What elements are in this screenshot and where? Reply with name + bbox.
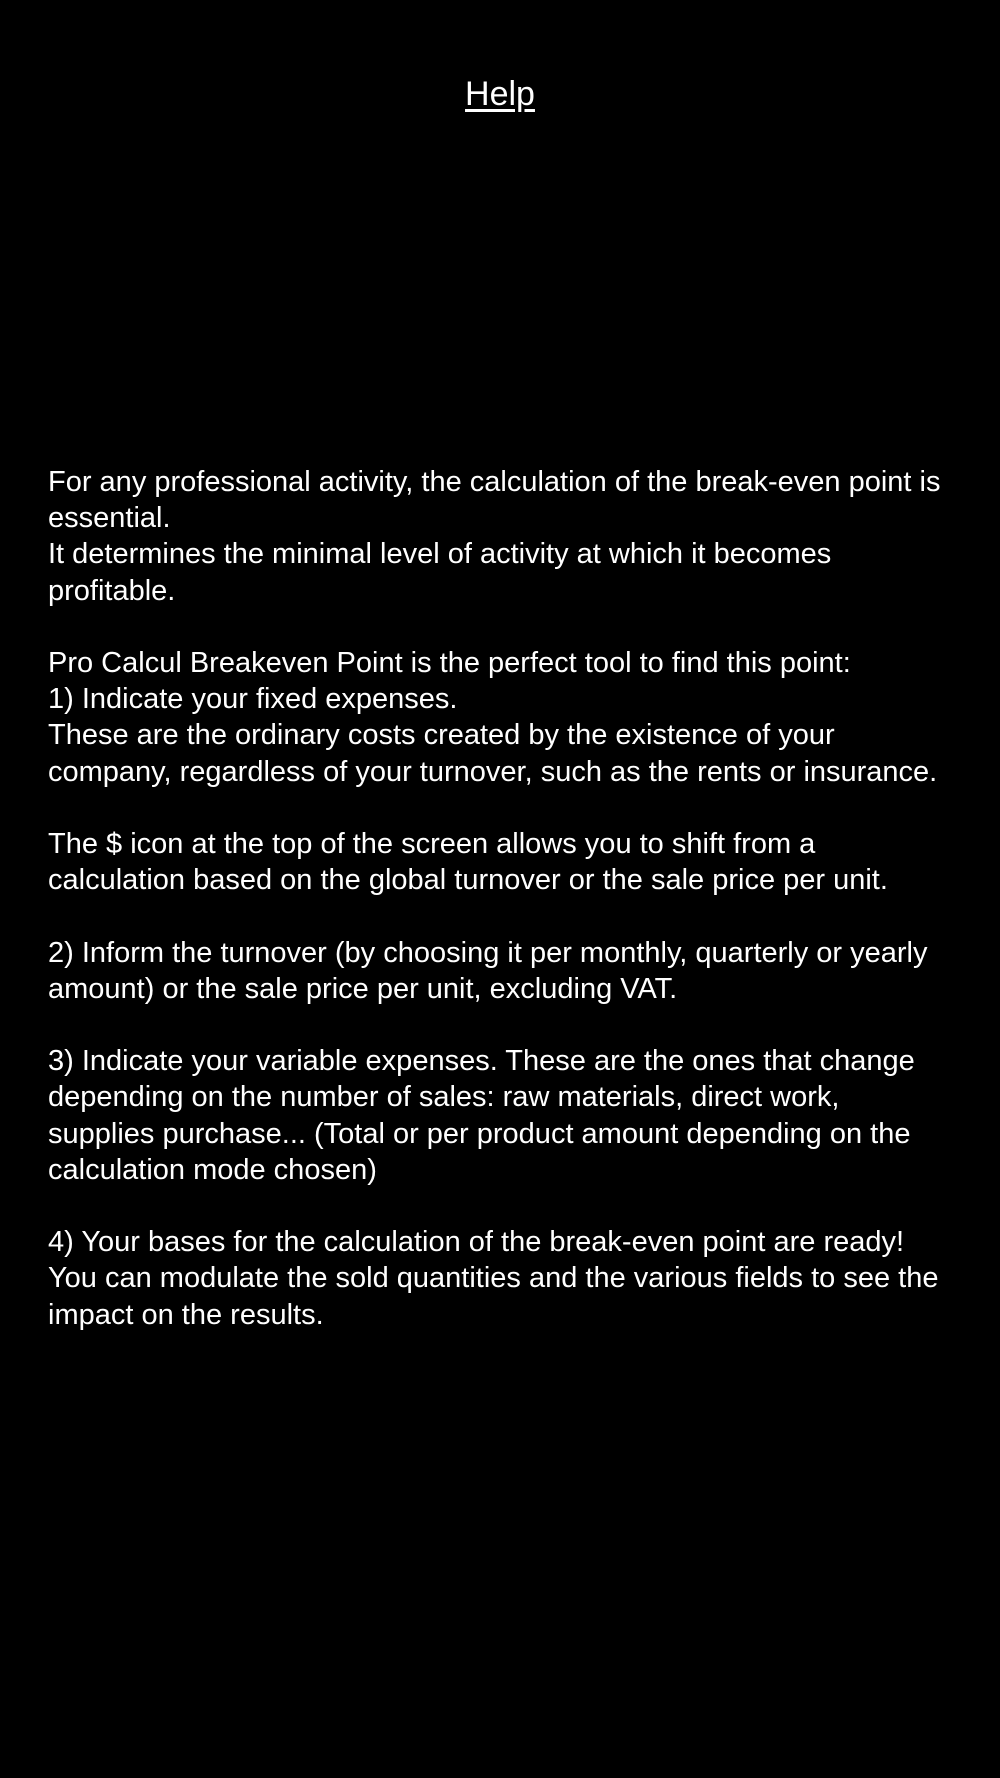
paragraph-spacer: [48, 609, 948, 645]
help-step-3: 3) Indicate your variable expenses. These are the ones that change depending on the number of sales: raw materials, direct work, supplies purchase... (Total or per product amount depending on the calculation mode chosen): [48, 1045, 915, 1186]
help-step-1-detail: These are the ordinary costs created by the existence of your company, regardless of your turnover, such as the rents or insurance.: [48, 719, 938, 788]
paragraph-spacer: [48, 1188, 948, 1224]
help-paragraph-dollar-icon: The $ icon at the top of the screen allows you to shift from a calculation based on the global turnover or the sale price per unit.: [48, 828, 888, 897]
help-paragraph-tool: Pro Calcul Breakeven Point is the perfect tool to find this point:: [48, 647, 851, 679]
help-paragraph-intro-1: For any professional activity, the calculation of the break-even point is essential.: [48, 466, 941, 535]
help-text-body: [48, 464, 948, 1333]
help-step-2: 2) Inform the turnover (by choosing it per monthly, quarterly or yearly amount) or the sale price per unit, excluding VAT.: [48, 936, 928, 1005]
paragraph-spacer: [48, 898, 948, 934]
help-title-link[interactable]: Help: [465, 75, 535, 113]
paragraph-spacer: [48, 1007, 948, 1043]
help-paragraph-intro-2: It determines the minimal level of activity at which it becomes profitable.: [48, 538, 832, 607]
help-step-1: 1) Indicate your fixed expenses.: [48, 683, 458, 716]
help-step-4: 4) Your bases for the calculation of the break-even point are ready! You can modulate the sold quantities and the various fields to see the impact on the results.: [48, 1226, 939, 1331]
paragraph-spacer: [48, 790, 948, 826]
